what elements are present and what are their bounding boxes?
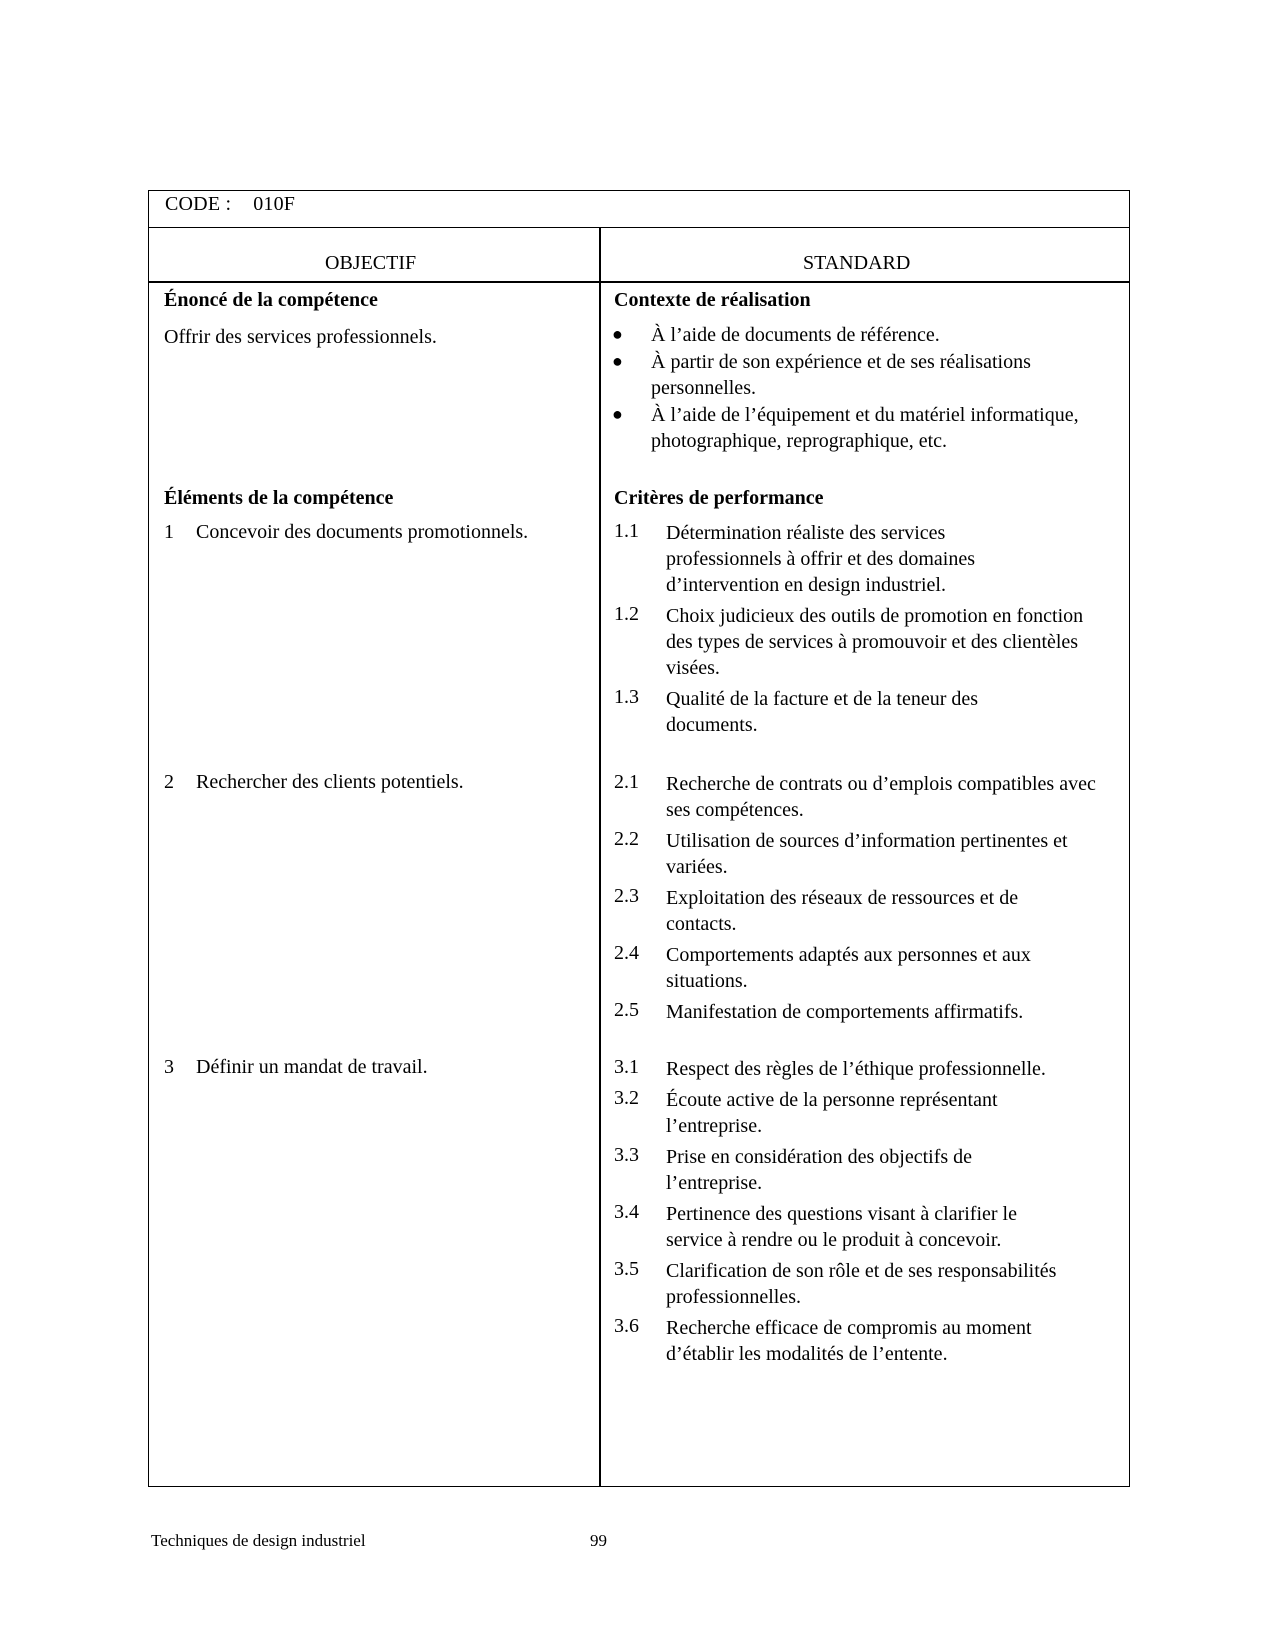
contexte-item: À partir de son expérience et de ses réalisations personnelles.	[651, 351, 1031, 399]
contexte-item: À l’aide de l’équipement et du matériel informatique, photographique, reprographique, etc.	[651, 404, 1079, 452]
critere-number: 3.4	[614, 1201, 639, 1223]
critere-text: Détermination réaliste des services professionnels à offrir et des domaines d’intervention en design industriel.	[666, 522, 975, 596]
critere-text: Qualité de la facture et de la teneur des documents.	[666, 688, 979, 736]
bullet-icon: ●	[612, 324, 623, 344]
element-text: Rechercher des clients potentiels.	[196, 771, 464, 793]
critere-number: 1.2	[614, 603, 639, 625]
code-label: CODE :	[165, 193, 232, 215]
column-header-standard: STANDARD	[803, 252, 911, 274]
enonce-text: Offrir des services professionnels.	[164, 326, 437, 348]
critere-text: Manifestation de comportements affirmatifs.	[666, 1001, 1024, 1023]
elements-heading: Éléments de la compétence	[164, 487, 394, 509]
enonce-heading: Énoncé de la compétence	[164, 289, 378, 311]
contexte-item: À l’aide de documents de référence.	[651, 324, 940, 346]
critere-number: 2.5	[614, 999, 639, 1021]
critere-text: Comportements adaptés aux personnes et aux situations.	[666, 944, 1031, 992]
critere-number: 3.3	[614, 1144, 639, 1166]
critere-number: 3.2	[614, 1087, 639, 1109]
critere-text: Écoute active de la personne représentant l’entreprise.	[666, 1089, 998, 1137]
contexte-heading: Contexte de réalisation	[614, 289, 811, 311]
critere-text: Respect des règles de l’éthique professionnelle.	[666, 1058, 1046, 1080]
critere-number: 2.3	[614, 885, 639, 907]
element-number: 2	[164, 771, 174, 793]
column-divider	[599, 228, 601, 1487]
column-header-objectif: OBJECTIF	[325, 252, 417, 274]
critere-number: 1.3	[614, 686, 639, 708]
footer-title: Techniques de design industriel	[151, 1531, 366, 1550]
element-text: Définir un mandat de travail.	[196, 1056, 428, 1078]
critere-text: Pertinence des questions visant à clarifier le service à rendre ou le produit à concevoir.	[666, 1203, 1017, 1251]
bullet-icon: ●	[612, 351, 623, 371]
element-number: 1	[164, 521, 174, 543]
critere-text: Prise en considération des objectifs de l’entreprise.	[666, 1146, 973, 1194]
code-field	[165, 193, 295, 216]
critere-text: Recherche efficace de compromis au moment d’établir les modalités de l’entente.	[666, 1317, 1032, 1365]
page-number: 99	[590, 1531, 607, 1550]
critere-text: Clarification de son rôle et de ses responsabilités professionnelles.	[666, 1260, 1057, 1308]
critere-text: Recherche de contrats ou d’emplois compatibles avec ses compétences.	[666, 773, 1096, 821]
critere-number: 1.1	[614, 520, 639, 542]
header-divider	[148, 281, 1130, 283]
critere-text: Utilisation de sources d’information pertinentes et variées.	[666, 830, 1068, 878]
critere-number: 2.2	[614, 828, 639, 850]
critere-number: 2.1	[614, 771, 639, 793]
element-text: Concevoir des documents promotionnels.	[196, 521, 529, 543]
criteres-heading: Critères de performance	[614, 487, 824, 509]
critere-number: 3.5	[614, 1258, 639, 1280]
critere-number: 3.6	[614, 1315, 639, 1337]
code-row	[148, 190, 1130, 228]
bullet-icon: ●	[612, 404, 623, 424]
code-value: 010F	[253, 193, 296, 215]
critere-text: Exploitation des réseaux de ressources et de contacts.	[666, 887, 1019, 935]
element-number: 3	[164, 1056, 174, 1078]
critere-number: 2.4	[614, 942, 639, 964]
critere-number: 3.1	[614, 1056, 639, 1078]
critere-text: Choix judicieux des outils de promotion en fonction des types de services à promouvoir et des clientèles visées.	[666, 605, 1084, 679]
